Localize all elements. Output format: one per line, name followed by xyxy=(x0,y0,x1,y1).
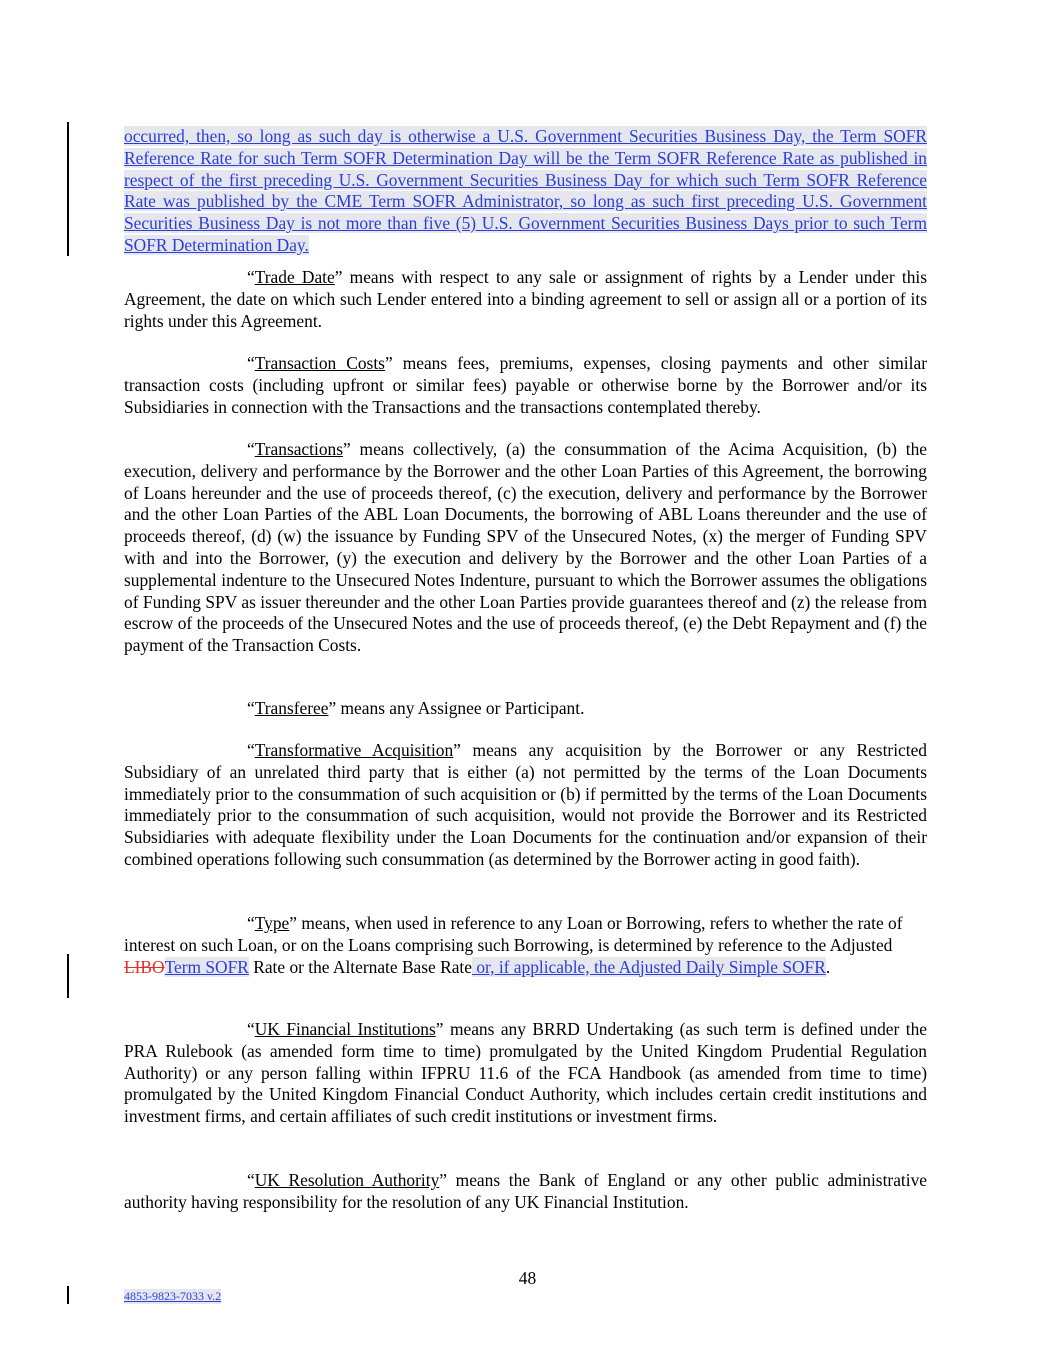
definition-text: ” means the Bank of England or any other public administrative authority having responsibility for the resolution of any UK Financial Institution. xyxy=(124,1170,927,1212)
defined-term: UK Financial Institutions xyxy=(254,1019,436,1039)
defined-term: Transferee xyxy=(254,698,329,718)
definition-text: . xyxy=(825,956,831,977)
definition-text: ” means fees, premiums, expenses, closing payments and other similar transaction costs (including upfront or similar fees) payable or otherwise borne by the Borrower and/or its Subsidiaries in connection with the Transactions and the transactions contemplated thereby. xyxy=(124,353,927,417)
open-quote: “ xyxy=(247,267,255,287)
defined-term: Transformative Acquisition xyxy=(254,740,454,760)
open-quote: “ xyxy=(247,698,255,718)
definition-text: ” means any acquisition by the Borrower or any Restricted Subsidiary of an unrelated third party that is either (a) not permitted by the terms of the Loan Documents immediately prior to the consummation of such acquisition or (b) if permitted by the terms of the Loan Documents immediately prior to the consummation of such acquisition, would not provide the Borrower and its Restricted Subsidiaries with adequate flexibility under the Loan Documents for the continuation and/or expansion of their combined operations following such consummation (as determined by the Borrower acting in good faith). xyxy=(124,740,927,869)
defined-term: Trade Date xyxy=(254,267,335,287)
open-quote: “ xyxy=(247,1019,255,1039)
definition-transferee xyxy=(124,698,927,720)
defined-term: Type xyxy=(254,913,290,933)
definition-text: ” means any Assignee or Participant. xyxy=(328,698,585,718)
change-bar xyxy=(67,122,69,256)
definition-text: ” means any BRRD Undertaking (as such term is defined under the PRA Rulebook (as amended form time to time) promulgated by the United Kingdom Prudential Regulation Authority) or any person falling within IFPRU 11.6 of the FCA Handbook (as amended from time to time) promulgated by the United Kingdom Financial Conduct Authority, which includes certain credit institutions and investment firms, and certain affiliates of such credit institutions or investment firms. xyxy=(124,1019,927,1127)
open-quote: “ xyxy=(247,439,255,459)
change-bar xyxy=(67,954,69,998)
definition-type xyxy=(124,913,927,978)
definition-trade-date xyxy=(124,267,927,332)
inserted-text: occurred, then, so long as such day is otherwise a U.S. Government Securities Business Day, the Term SOFR Reference Rate for such Term SOFR Determination Day will be the Term SOFR Reference Rate as published in respect of the first preceding U.S. Government Securities Business Day for which such Term SOFR Reference Rate was published by the CME Term SOFR Administrator, so long as such first preceding U.S. Government Securities Business Day is not more than five (5) U.S. Government Securities Business Days prior to such Term SOFR Determination Day. xyxy=(124,126,927,255)
definition-uk-financial-institutions xyxy=(124,1019,927,1128)
defined-term: Transaction Costs xyxy=(254,353,385,373)
open-quote: “ xyxy=(247,1170,255,1190)
defined-term: UK Resolution Authority xyxy=(254,1170,440,1190)
definition-text: ” means collectively, (a) the consummation of the Acima Acquisition, (b) the execution, delivery and performance by the Borrower and the other Loan Parties of this Agreement, the borrowing of Loans hereunder and the use of proceeds thereof, (c) the execution, delivery and performance by the Borrower and the other Loan Parties of the ABL Loan Documents, the borrowing of ABL Loans thereunder and the use of proceeds thereof, (d) (w) the issuance by Funding SPV of the Unsecured Notes, (x) the merger of Funding SPV with and into the Borrower, (y) the execution and delivery by the Borrower and the other Loan Parties of a supplemental indenture to the Unsecured Notes Indenture, pursuant to which the Borrower assumes the obligations of Funding SPV as issuer thereunder and the other Loan Parties provide guarantees thereof and (z) the release from escrow of the proceeds of the Unsecured Notes and the use of proceeds thereof, (e) the Debt Repayment and (f) the payment of the Transaction Costs. xyxy=(124,439,927,656)
definition-transformative-acquisition xyxy=(124,740,927,871)
document-id: 4853-9823-7033 v.2 xyxy=(124,1289,222,1303)
inserted-paragraph xyxy=(124,126,927,257)
definition-text: ” means with respect to any sale or assignment of rights by a Lender under this Agreement, the date on which such Lender entered into a binding agreement to sell or assign all or a portion of its rights under this Agreement. xyxy=(124,267,927,331)
open-quote: “ xyxy=(247,353,255,373)
definition-uk-resolution-authority xyxy=(124,1170,927,1214)
inserted-text: Term SOFR xyxy=(164,956,249,977)
definition-transaction-costs xyxy=(124,353,927,418)
deleted-text: LIBO xyxy=(124,956,165,977)
inserted-text: or, if applicable, the Adjusted Daily Simple SOFR xyxy=(471,956,826,977)
defined-term: Transactions xyxy=(254,439,343,459)
definition-text: ” means, when used in reference to any Loan or Borrowing, refers to whether the rate of interest on such Loan, or on the Loans comprising such Borrowing, is determined by reference to the Adjusted xyxy=(124,913,903,955)
definition-transactions xyxy=(124,439,927,657)
definition-text: Rate or the Alternate Base Rate xyxy=(248,956,472,977)
open-quote: “ xyxy=(247,913,255,933)
open-quote: “ xyxy=(247,740,255,760)
page-number: 48 xyxy=(518,1268,537,1288)
